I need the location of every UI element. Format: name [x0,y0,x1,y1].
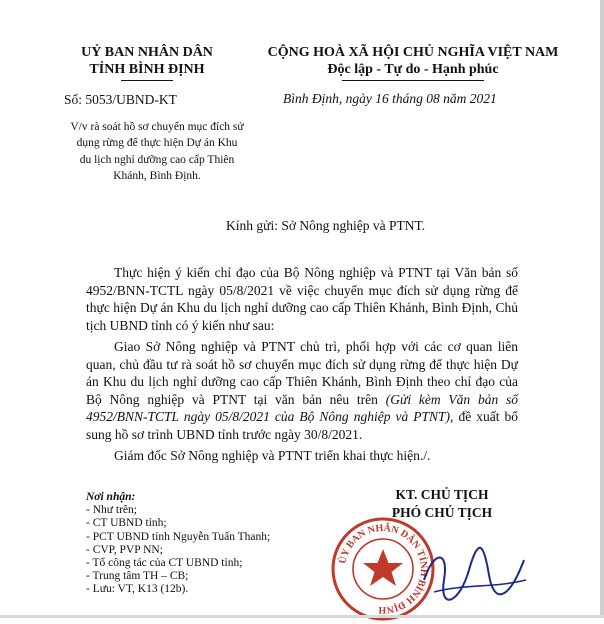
recipient-item: - Lưu: VT, K13 (12b). [86,583,189,596]
para2-attachment-note: (Gửi kèm Văn bản số 4952/BNN-TCTL ngày 05/8/2021 của Bộ Nông nghiệp và PTNT) [86,391,519,424]
body-paragraph-1: Thực hiện ý kiến chỉ đạo của Bộ Nông nghiệp và PTNT tại Văn bản số 4952/BNN-TCTL ngày 05/8/2021 về việc chuyển mục đích sử dụng rừng để thực hiện Dự án Khu du lịch nghỉ dưỡng cao cấp Thiên Khánh, Bình Định, Chủ tịch UBND tỉnh có ý kiến như sau: [86,265,518,333]
recipient-item: - Tổ công tác của CT UBND tỉnh; [86,556,243,569]
subject-line: dụng rừng để thực hiện Dự án Khu [76,137,238,150]
signature-title-1: KT. CHỦ TỊCH [395,487,489,502]
para2-text-a: Giao Sở Nông nghiệp và PTNT chủ trì, phối hợp với các cơ quan liên quan, chủ đầu tư rà soát hồ sơ chuyển mục đích sử dụng rừng để thực hiện Dự án Khu du lịch nghỉ dưỡng cao cấp Thiên Khánh, Bình Định theo chỉ đạo của Bộ Nông nghiệp và PTNT tại văn bản nêu trên [86,339,518,407]
document-body [86,264,518,465]
recipient-item: - Trung tâm TH – CB; [86,570,189,583]
subject-line: Khánh, Bình Định. [113,169,201,182]
recipients-title: Nơi nhận: [86,491,136,503]
seal-star-emblem [363,549,403,586]
document-subject [46,119,268,184]
motto-underline [342,80,484,81]
country-name: CỘNG HOÀ XÃ HỘI CHỦ NGHĨA VIỆT NAM [267,45,559,60]
agency-line1: UỶ BAN NHÂN DÂN [81,45,213,60]
page-edge-right [600,0,604,618]
body-paragraph-3: Giám đốc Sở Nông nghiệp và PTNT triển khai thực hiện./. [114,448,431,463]
para2-text-c: , đề xuất bổ sung hồ sơ trình UBND tỉnh trước ngày 30/8/2021. [86,409,518,442]
place-date: Bình Định, ngày 16 tháng 08 năm 2021 [283,91,497,106]
subject-line: V/v rà soát hồ sơ chuyển mục đích sử [70,121,244,133]
national-header [246,44,580,78]
body-paragraph-2 [86,338,518,443]
agency-underline [121,80,173,81]
recipient-item: - Như trên; [86,504,137,517]
agency-line2: TỈNH BÌNH ĐỊNH [89,62,205,77]
agency-header [52,44,242,78]
signature-title-2: PHÓ CHỦ TỊCH [391,505,493,520]
seal-ring-text: ỦY BAN NHÂN DÂN TỈNH BÌNH ĐỊNH [337,522,430,616]
recipients-block [86,491,316,597]
recipient-item: - PCT UBND tỉnh Nguyễn Tuấn Thanh; [86,530,271,543]
national-motto: Độc lập - Tự do - Hạnh phúc [327,62,499,77]
recipient-item: - CVP, PVP NN; [86,543,163,556]
addressee: Kính gửi: Sở Nông nghiệp và PTNT. [226,218,426,233]
handwritten-signature [414,540,534,610]
recipient-item: - CT UBND tỉnh; [86,517,167,530]
subject-line: du lịch nghỉ dưỡng cao cấp Thiên [79,153,235,166]
document-number: Số: 5053/UBND-KT [64,92,177,107]
